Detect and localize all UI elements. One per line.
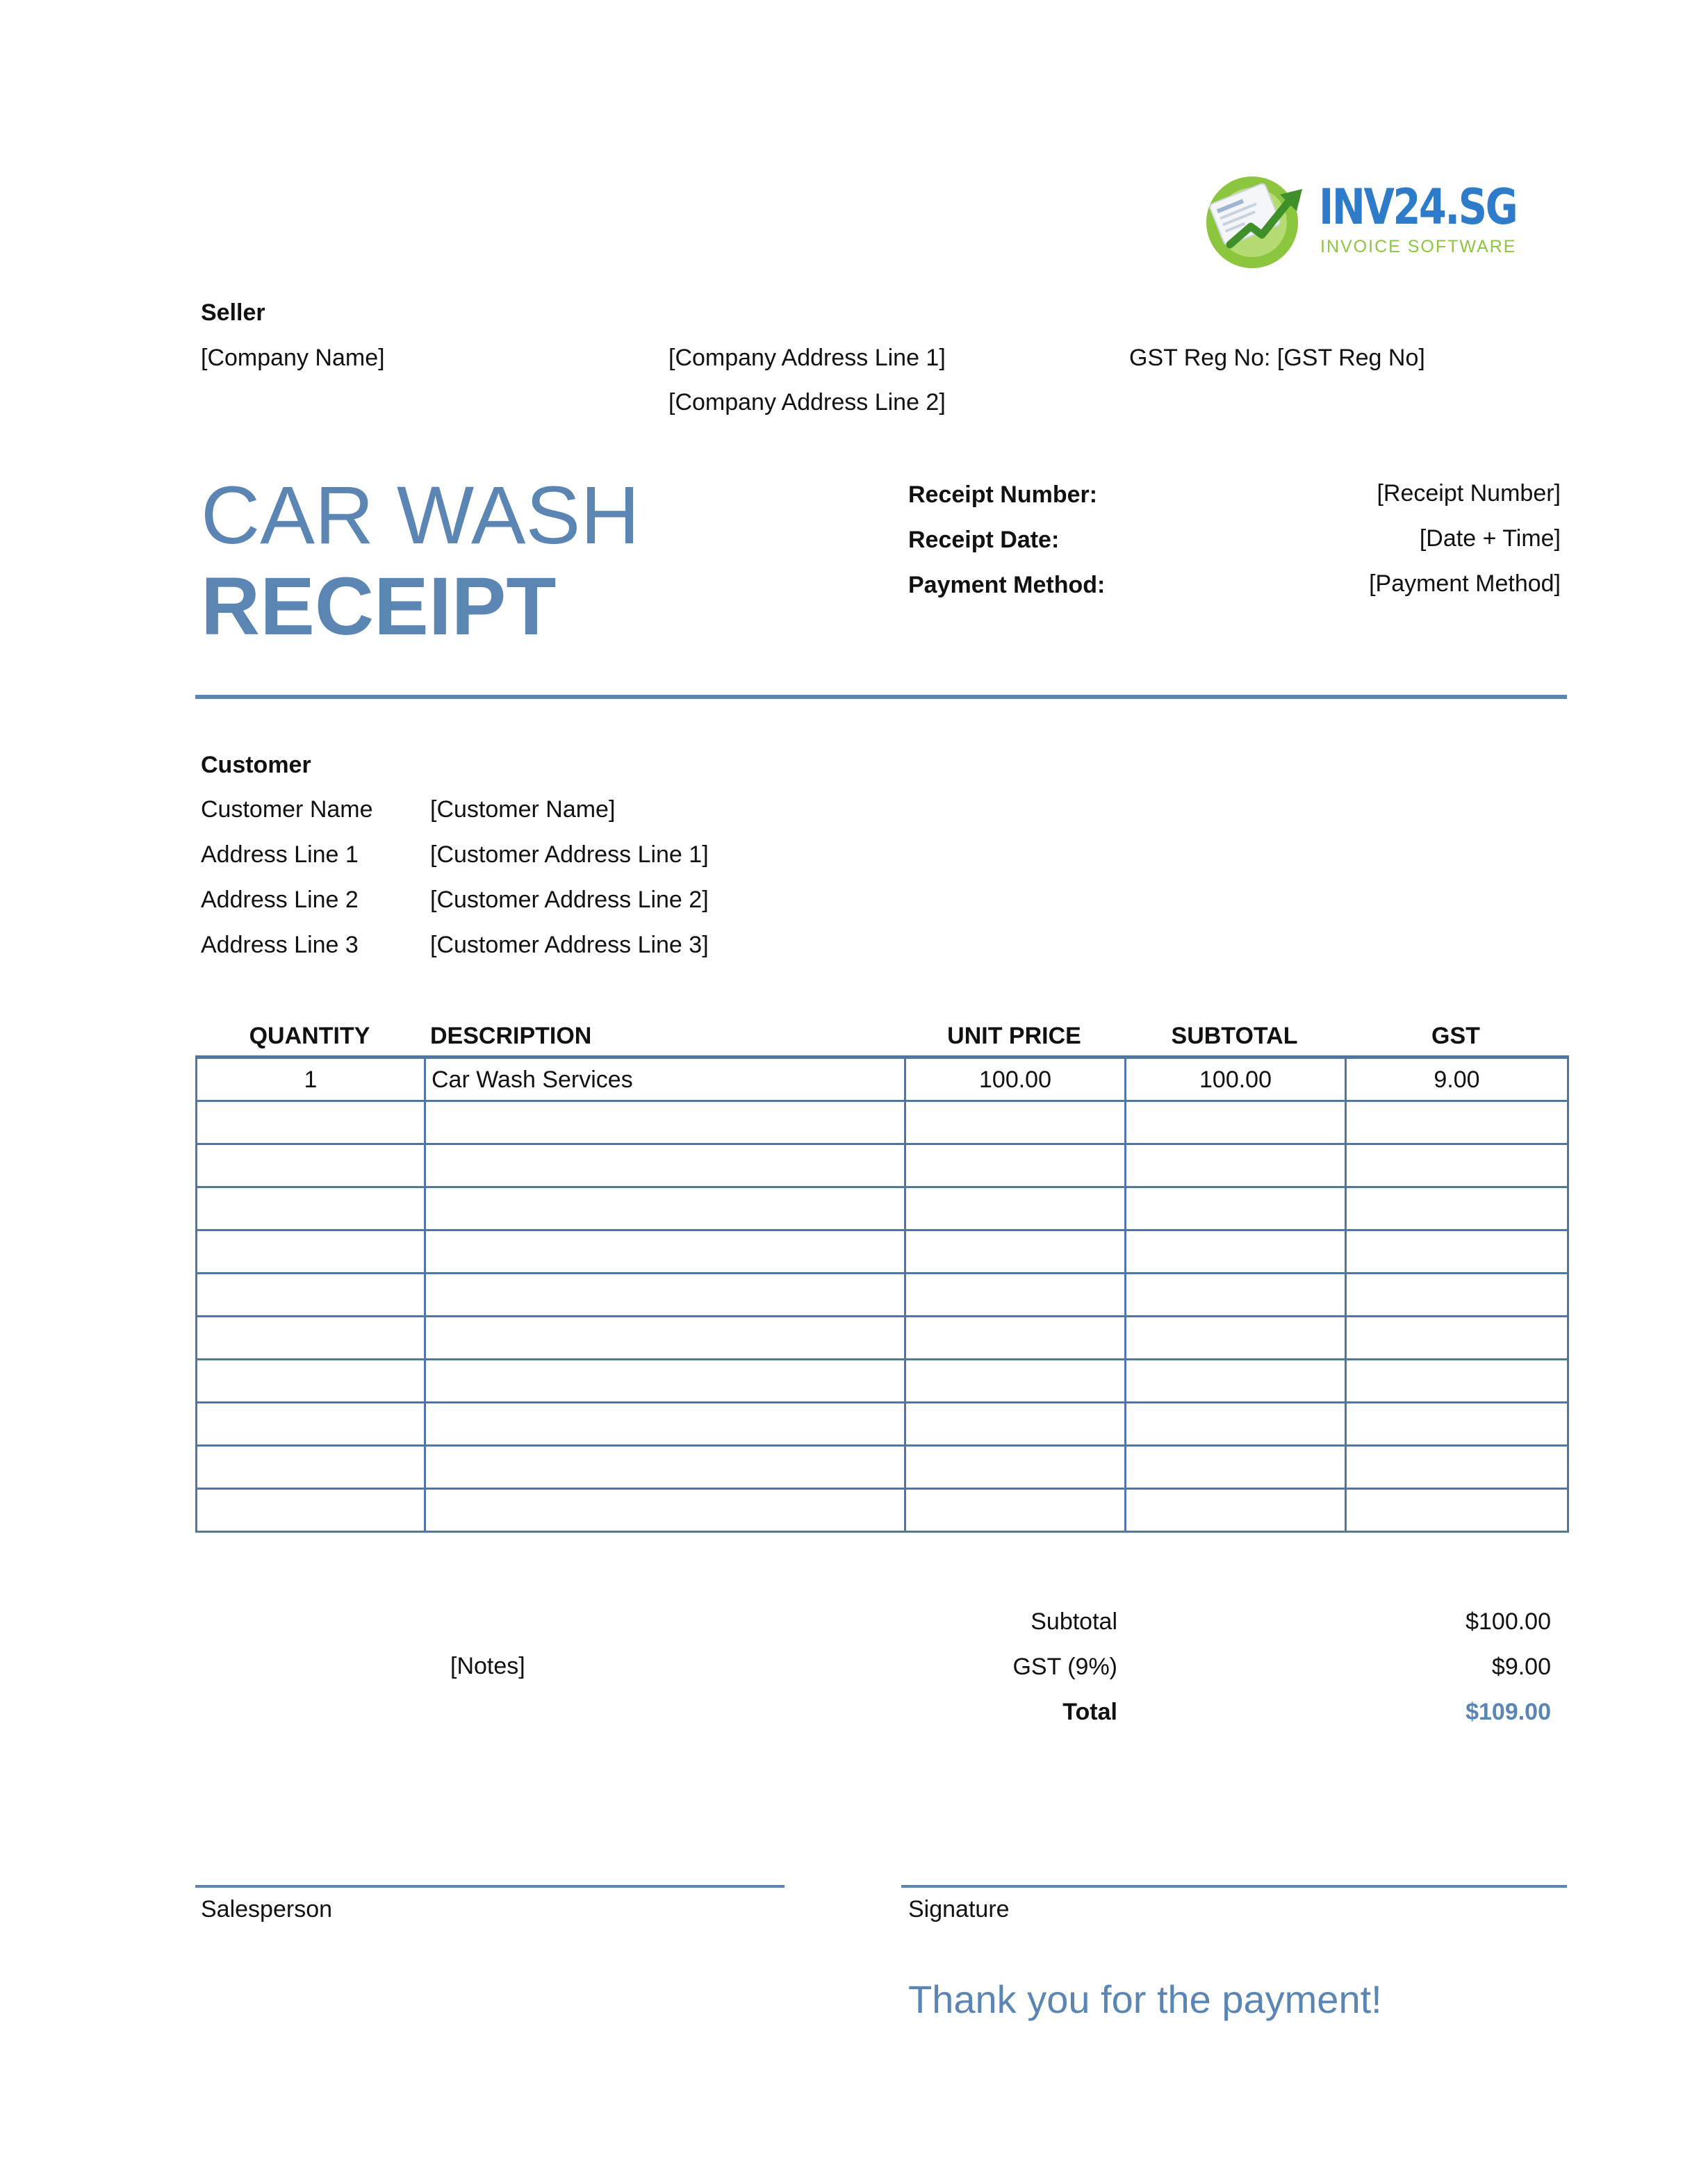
customer-address-3-label: Address Line 3	[201, 932, 359, 958]
customer-address-1-value: [Customer Address Line 1]	[430, 841, 709, 868]
table-row	[197, 1057, 1568, 1101]
subtotal-value: $100.00	[1465, 1608, 1551, 1635]
total-value: $109.00	[1465, 1699, 1551, 1725]
cell-quantity: 1	[197, 1057, 425, 1101]
cell-gst: 9.00	[1346, 1057, 1568, 1101]
cell-unit-price	[905, 1360, 1126, 1403]
cell-description	[425, 1446, 905, 1489]
column-header-description: DESCRIPTION	[430, 1023, 592, 1049]
customer-name-label: Customer Name	[201, 796, 373, 823]
cell-unit-price	[905, 1230, 1126, 1274]
subtotal-label: Subtotal	[1030, 1608, 1117, 1635]
cell-gst	[1346, 1230, 1568, 1274]
seller-address-line-1: [Company Address Line 1]	[668, 345, 946, 371]
customer-address-2-label: Address Line 2	[201, 887, 359, 913]
cell-description	[425, 1187, 905, 1230]
cell-gst	[1346, 1274, 1568, 1317]
cell-subtotal	[1126, 1274, 1346, 1317]
header-divider	[195, 695, 1567, 699]
gst-value: $9.00	[1491, 1654, 1551, 1680]
cell-unit-price: 100.00	[905, 1057, 1126, 1101]
cell-unit-price	[905, 1144, 1126, 1187]
table-row	[197, 1230, 1568, 1274]
salesperson-line	[195, 1885, 785, 1888]
customer-address-3-value: [Customer Address Line 3]	[430, 932, 709, 958]
cell-subtotal	[1126, 1489, 1346, 1532]
cell-unit-price	[905, 1489, 1126, 1532]
total-label: Total	[1062, 1699, 1117, 1725]
receipt-date-label: Receipt Date:	[908, 527, 1060, 553]
table-row	[197, 1446, 1568, 1489]
logo	[1201, 167, 1520, 271]
cell-description	[425, 1101, 905, 1144]
customer-name-value: [Customer Name]	[430, 796, 616, 823]
column-header-gst: GST	[1431, 1023, 1480, 1049]
cell-quantity	[197, 1274, 425, 1317]
cell-unit-price	[905, 1274, 1126, 1317]
signature-line	[901, 1885, 1567, 1888]
table-row	[197, 1489, 1568, 1532]
cell-quantity	[197, 1446, 425, 1489]
cell-description	[425, 1230, 905, 1274]
cell-gst	[1346, 1403, 1568, 1446]
table-row	[197, 1317, 1568, 1360]
cell-gst	[1346, 1101, 1568, 1144]
seller-gst-reg: GST Reg No: [GST Reg No]	[1129, 345, 1425, 371]
cell-gst	[1346, 1446, 1568, 1489]
cell-gst	[1346, 1144, 1568, 1187]
table-row	[197, 1187, 1568, 1230]
cell-description	[425, 1317, 905, 1360]
cell-subtotal	[1126, 1403, 1346, 1446]
table-row	[197, 1101, 1568, 1144]
payment-method-label: Payment Method:	[908, 572, 1106, 598]
cell-quantity	[197, 1187, 425, 1230]
customer-address-2-value: [Customer Address Line 2]	[430, 887, 709, 913]
cell-unit-price	[905, 1446, 1126, 1489]
payment-method-value: [Payment Method]	[1369, 570, 1561, 597]
logo-emblem-icon	[1201, 167, 1312, 271]
gst-label: GST (9%)	[1012, 1654, 1117, 1680]
table-row	[197, 1360, 1568, 1403]
cell-gst	[1346, 1317, 1568, 1360]
cell-description	[425, 1274, 905, 1317]
receipt-number-value: [Receipt Number]	[1377, 480, 1561, 507]
cell-unit-price	[905, 1317, 1126, 1360]
cell-quantity	[197, 1230, 425, 1274]
cell-subtotal	[1126, 1317, 1346, 1360]
logo-wordmark: INV24.SG	[1319, 179, 1517, 236]
cell-unit-price	[905, 1403, 1126, 1446]
cell-unit-price	[905, 1101, 1126, 1144]
receipt-number-label: Receipt Number:	[908, 481, 1098, 508]
thank-you-message: Thank you for the payment!	[908, 1977, 1382, 2021]
items-table	[195, 1055, 1569, 1533]
cell-description	[425, 1144, 905, 1187]
table-row	[197, 1403, 1568, 1446]
cell-description	[425, 1489, 905, 1532]
cell-subtotal	[1126, 1144, 1346, 1187]
cell-quantity	[197, 1101, 425, 1144]
cell-subtotal	[1126, 1187, 1346, 1230]
column-header-quantity: QUANTITY	[249, 1023, 370, 1049]
cell-unit-price	[905, 1187, 1126, 1230]
salesperson-label: Salesperson	[201, 1896, 333, 1922]
cell-quantity	[197, 1403, 425, 1446]
seller-heading: Seller	[201, 299, 265, 326]
customer-heading: Customer	[201, 752, 311, 778]
cell-description	[425, 1360, 905, 1403]
cell-gst	[1346, 1489, 1568, 1532]
cell-gst	[1346, 1360, 1568, 1403]
page-title-line-2: RECEIPT	[201, 561, 557, 652]
cell-quantity	[197, 1144, 425, 1187]
cell-description: Car Wash Services	[425, 1057, 905, 1101]
cell-gst	[1346, 1187, 1568, 1230]
seller-address-line-2: [Company Address Line 2]	[668, 389, 946, 415]
column-header-subtotal: SUBTOTAL	[1171, 1023, 1298, 1049]
logo-tagline: INVOICE SOFTWARE	[1320, 237, 1517, 256]
receipt-date-value: [Date + Time]	[1419, 525, 1561, 552]
signature-label: Signature	[908, 1896, 1010, 1922]
cell-quantity	[197, 1489, 425, 1532]
cell-subtotal	[1126, 1230, 1346, 1274]
customer-address-1-label: Address Line 1	[201, 841, 359, 868]
cell-subtotal: 100.00	[1126, 1057, 1346, 1101]
seller-company-name: [Company Name]	[201, 345, 385, 371]
table-row	[197, 1274, 1568, 1317]
notes: [Notes]	[450, 1653, 525, 1679]
table-row	[197, 1144, 1568, 1187]
cell-subtotal	[1126, 1101, 1346, 1144]
cell-subtotal	[1126, 1446, 1346, 1489]
cell-subtotal	[1126, 1360, 1346, 1403]
cell-description	[425, 1403, 905, 1446]
column-header-unit-price: UNIT PRICE	[947, 1023, 1081, 1049]
cell-quantity	[197, 1360, 425, 1403]
cell-quantity	[197, 1317, 425, 1360]
page-title-line-1: CAR WASH	[201, 470, 640, 561]
